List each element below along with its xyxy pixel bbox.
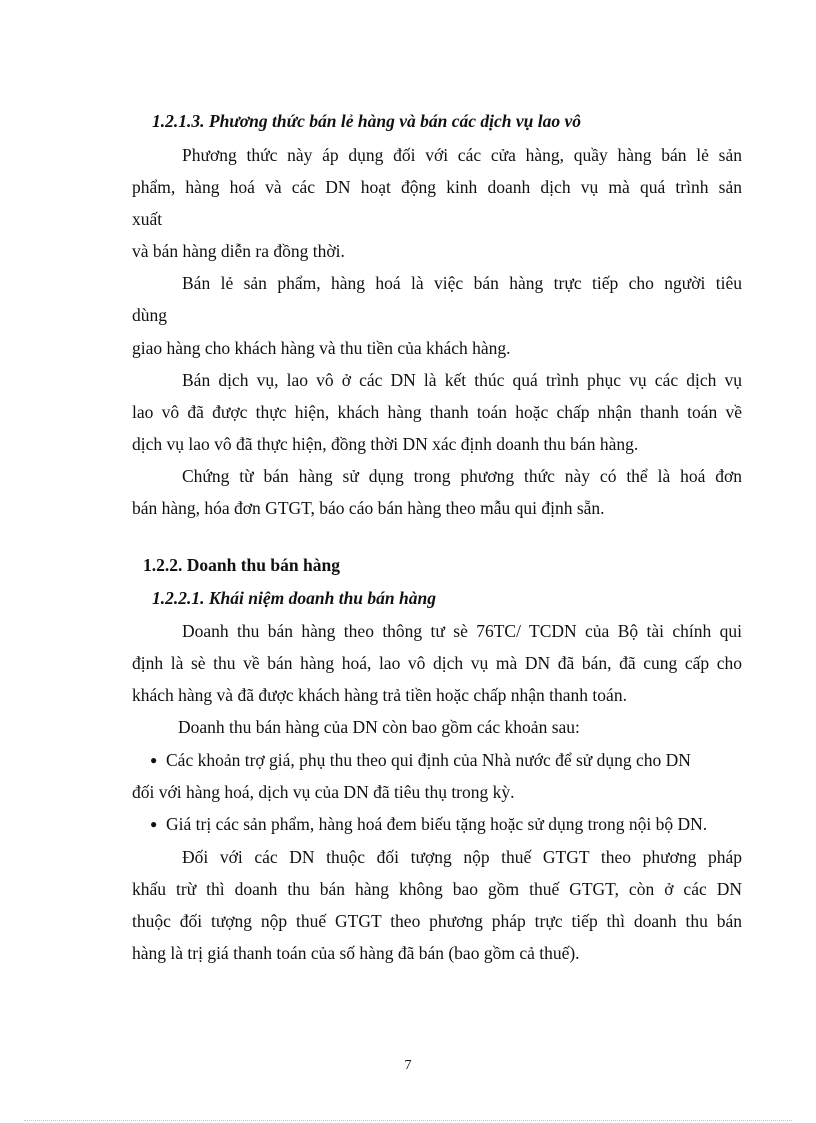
paragraph-line: dịch vụ lao vô đã thực hiện, đồng thời DN xác định doanh thu bán hàng.: [132, 434, 639, 454]
paragraph-line: Chứng từ bán hàng sử dụng trong phương thức này có thể là hoá đơn: [182, 466, 742, 486]
bullet-icon: ●: [150, 753, 158, 767]
paragraph-line: dùng: [132, 305, 167, 325]
page-number: 7: [404, 1058, 412, 1073]
bullet-text: Giá trị các sản phẩm, hàng hoá đem biếu tặng hoặc sử dụng trong nội bộ DN.: [166, 814, 708, 834]
bullet-item: [150, 749, 742, 771]
paragraph-line: Bán lẻ sản phẩm, hàng hoá là việc bán hàng trực tiếp cho người tiêu: [182, 273, 742, 293]
paragraph-line: giao hàng cho khách hàng và thu tiền của khách hàng.: [132, 338, 511, 358]
paragraph-line: Phương thức này áp dụng đối với các cửa hàng, quầy hàng bán lẻ sản: [182, 145, 742, 165]
paragraph-line: khách hàng và đã được khách hàng trả tiền hoặc chấp nhận thanh toán.: [132, 685, 627, 705]
paragraph-line: đối với hàng hoá, dịch vụ của DN đã tiêu thụ trong kỳ.: [132, 782, 515, 802]
paragraph-line: xuất: [132, 209, 163, 229]
paragraph-line: và bán hàng diễn ra đồng thời.: [132, 241, 345, 261]
paragraph-line: phẩm, hàng hoá và các DN hoạt động kinh doanh dịch vụ mà quá trình sản: [132, 177, 742, 197]
paragraph-line: Doanh thu bán hàng theo thông tư sè 76TC/ TCDN của Bộ tài chính qui: [182, 621, 742, 641]
paragraph-line: hàng là trị giá thanh toán của số hàng đã bán (bao gồm cả thuế).: [132, 943, 580, 963]
paragraph-line: Bán dịch vụ, lao vô ở các DN là kết thúc quá trình phục vụ các dịch vụ: [182, 370, 742, 390]
paragraph-line: Đối với các DN thuộc đối tượng nộp thuế GTGT theo phương pháp: [182, 847, 742, 867]
bullet-icon: ●: [150, 817, 158, 831]
paragraph-line: bán hàng, hóa đơn GTGT, báo cáo bán hàng theo mẫu qui định sẵn.: [132, 498, 605, 518]
subsection-heading-1221: 1.2.2.1. Khái niệm doanh thu bán hàng: [152, 588, 436, 608]
section-heading-122: 1.2.2. Doanh thu bán hàng: [143, 555, 340, 575]
paragraph-line: khấu trừ thì doanh thu bán hàng không bao gồm thuế GTGT, còn ở các DN: [132, 879, 742, 899]
paragraph-line: định là sè thu về bán hàng hoá, lao vô dịch vụ mà DN đã bán, đã cung cấp cho: [132, 653, 742, 673]
paragraph-line: lao vô đã được thực hiện, khách hàng thanh toán hoặc chấp nhận thanh toán về: [132, 402, 742, 422]
footer-divider: [24, 1120, 792, 1121]
paragraph-line: thuộc đối tượng nộp thuế GTGT theo phương pháp trực tiếp thì doanh thu bán: [132, 911, 742, 931]
bullet-item: [150, 813, 707, 835]
paragraph-line: Doanh thu bán hàng của DN còn bao gồm các khoản sau:: [178, 717, 580, 737]
section-heading-1213: 1.2.1.3. Phương thức bán lẻ hàng và bán các dịch vụ lao vô: [152, 111, 581, 131]
bullet-text: Các khoản trợ giá, phụ thu theo qui định của Nhà nước để sử dụng cho DN: [166, 750, 691, 770]
